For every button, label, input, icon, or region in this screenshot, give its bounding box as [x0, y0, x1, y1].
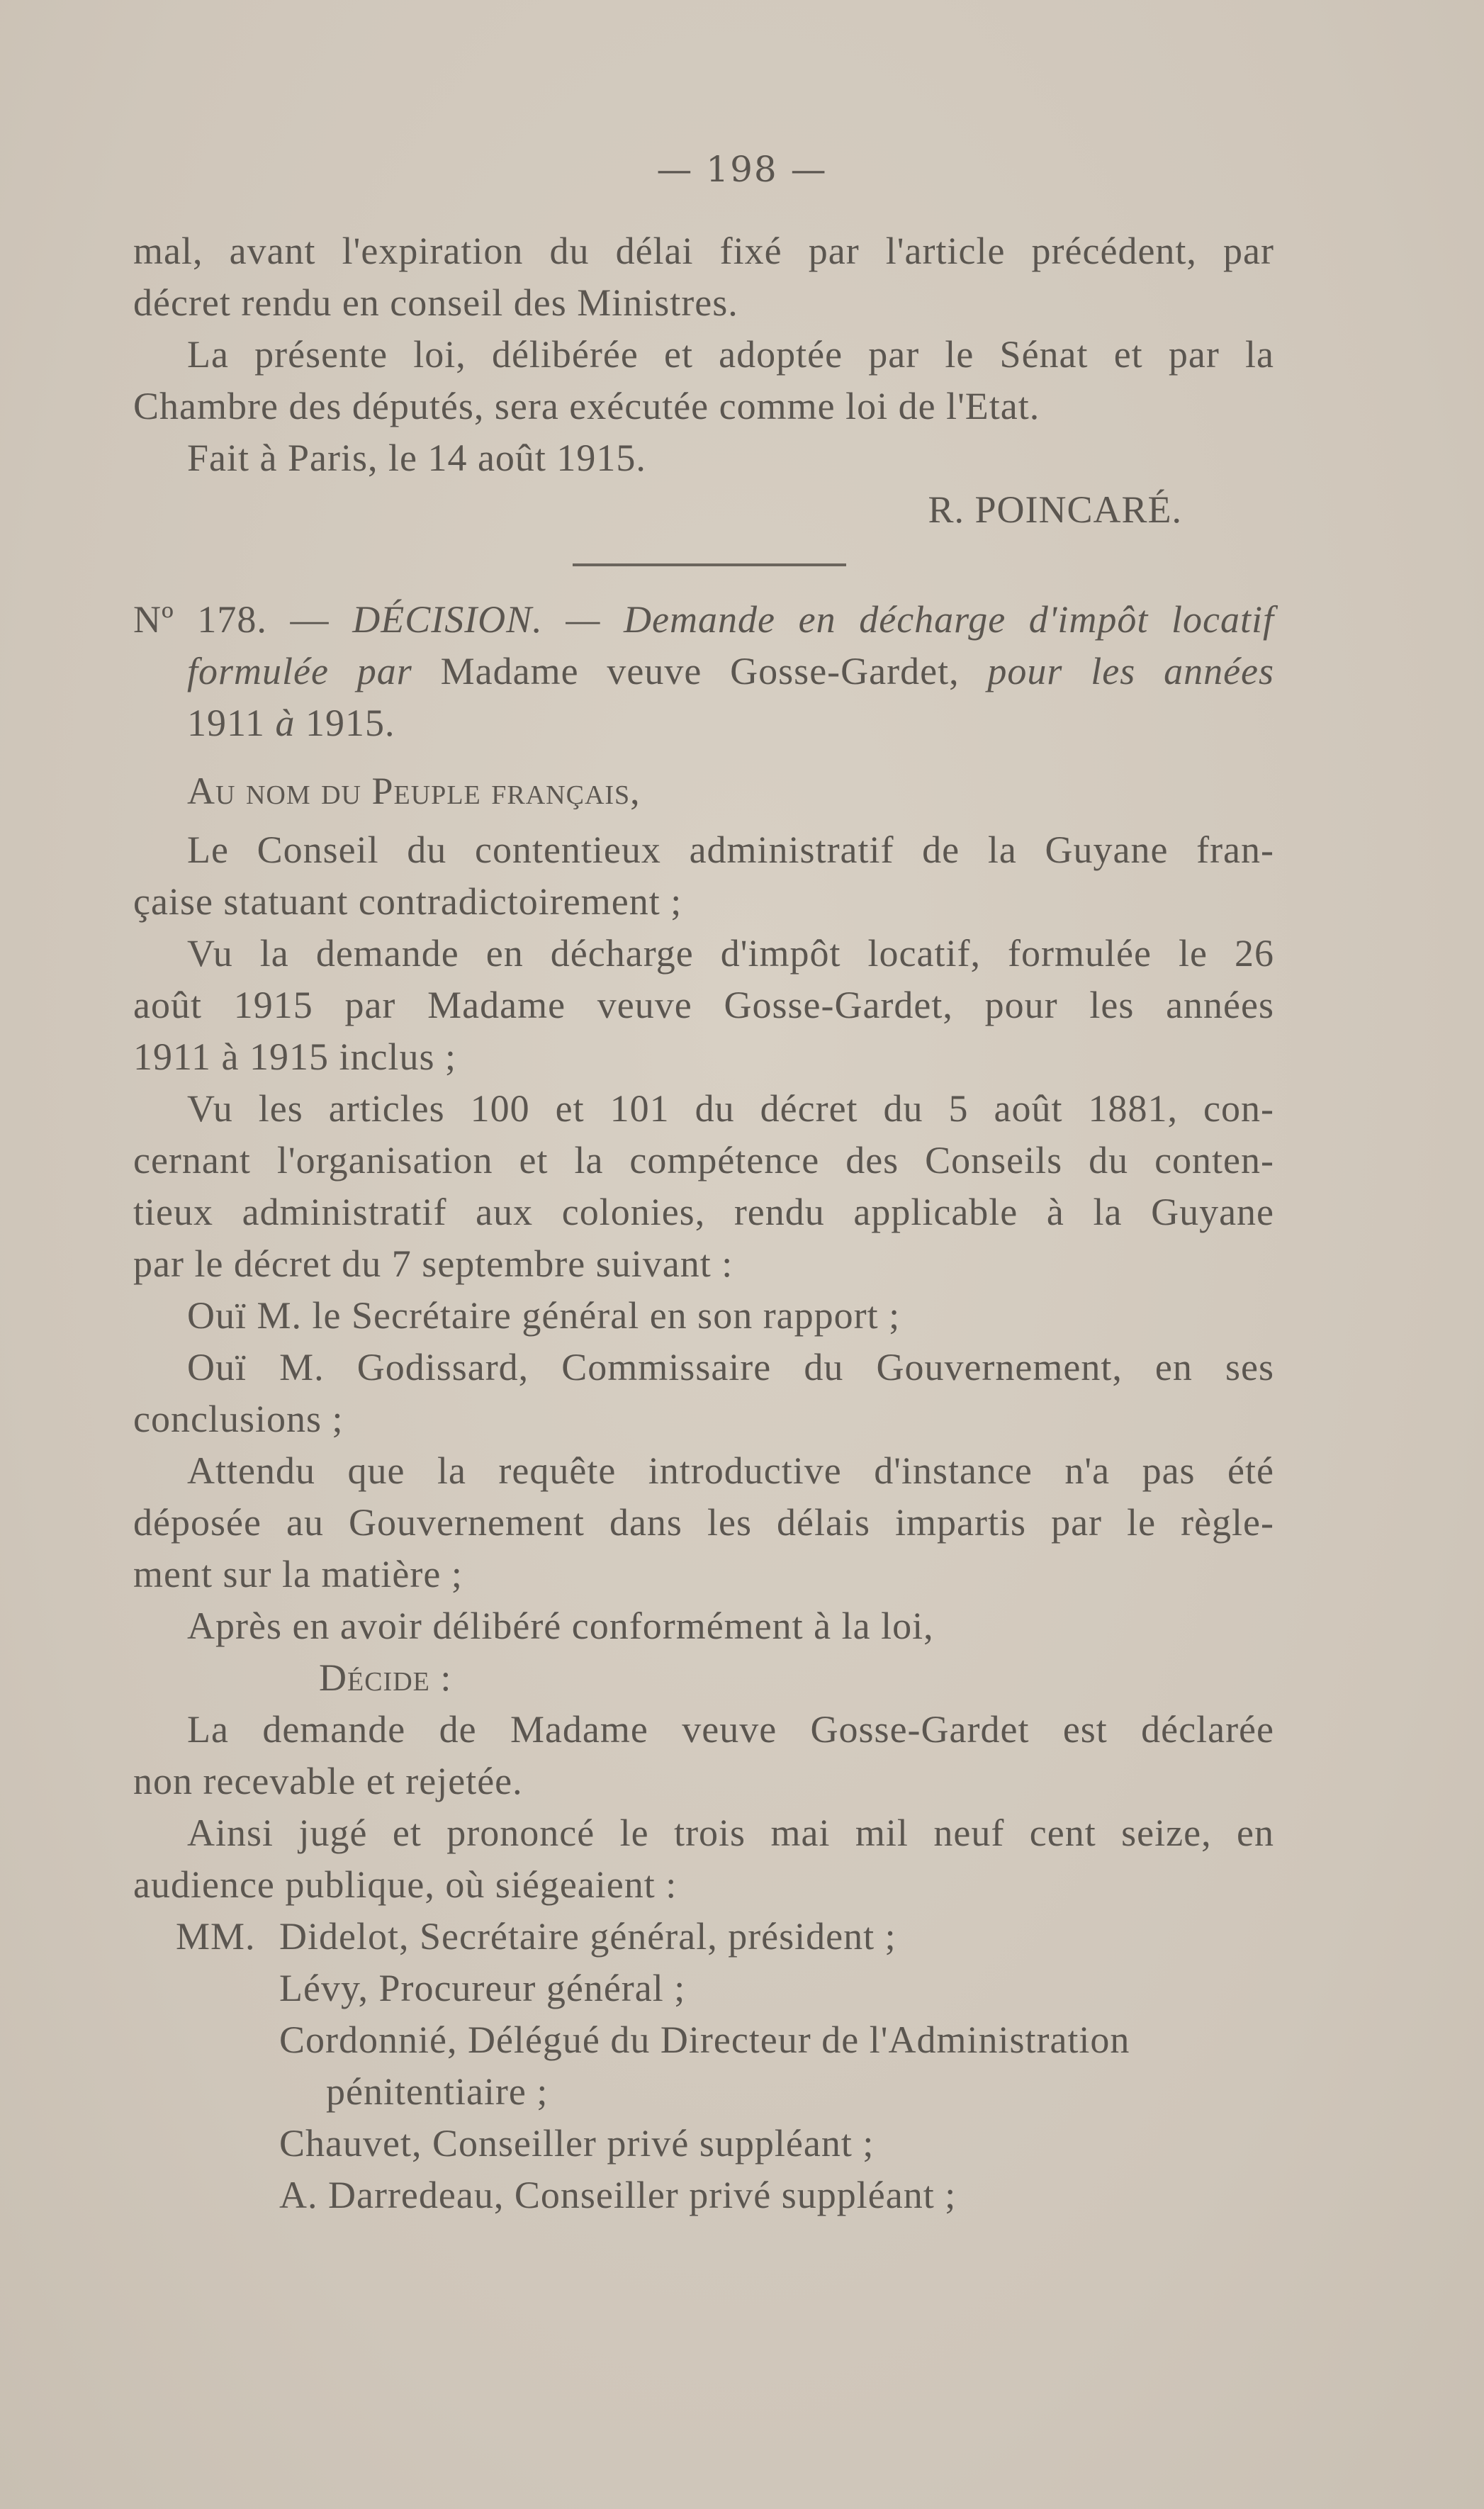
text-line: Ouï M. le Secrétaire général en son rapport ; [187, 1294, 901, 1337]
title-fragment: à [275, 702, 296, 744]
decision-number: Nº 178. — [133, 598, 330, 641]
text-line: La demande de Madame veuve Gosse-Gardet est déclarée [187, 1708, 1274, 1751]
decision-label: DÉCISION. — [352, 598, 601, 641]
text-line: tieux administratif aux colonies, rendu applicable à la Guyane [133, 1191, 1274, 1233]
text-line: çaise statuant contradictoirement ; [133, 880, 682, 923]
members-prefix: MM. [176, 1915, 256, 1958]
decision-title: Demande en décharge d'impôt locatif [624, 598, 1274, 641]
member-entry: pénitentiaire ; [326, 2070, 549, 2113]
title-fragment: 1911 [187, 702, 265, 744]
title-fragment: Madame veuve Gosse-Gardet, [440, 650, 960, 692]
text-line: déposée au Gouvernement dans les délais impartis par le règle- [133, 1501, 1274, 1544]
title-fragment: 1915. [305, 702, 395, 744]
text-line: La présente loi, délibérée et adoptée par le Sénat et par la [187, 333, 1274, 376]
decision-body [133, 765, 1274, 2221]
member-entry: Lévy, Procureur général ; [279, 1967, 686, 2009]
text-line: août 1915 par Madame veuve Gosse-Gardet, pour les années [133, 984, 1274, 1026]
title-fragment: pour les années [987, 650, 1275, 692]
decision-title-line-3 [133, 697, 1274, 749]
text-line: non recevable et rejetée. [133, 1760, 523, 1802]
text-line: mal, avant l'expiration du délai fixé par l'article précédent, par [133, 230, 1274, 272]
decision-title-line-2 [133, 646, 1274, 697]
text-line: Attendu que la requête introductive d'instance n'a pas été [187, 1449, 1274, 1492]
text-line: conclusions ; [133, 1398, 344, 1440]
member-entry: Cordonnié, Délégué du Directeur de l'Administration [279, 2019, 1130, 2061]
text-line: 1911 à 1915 inclus ; [133, 1035, 456, 1078]
text-line: Ainsi jugé et prononcé le trois mai mil neuf cent seize, en [187, 1812, 1274, 1854]
text-line: cernant l'organisation et la compétence des Conseils du conten- [133, 1139, 1274, 1181]
text-line: Vu la demande en décharge d'impôt locatif, formulée le 26 [187, 932, 1274, 975]
text-line: par le décret du 7 septembre suivant : [133, 1242, 733, 1285]
text-line: ment sur la matière ; [133, 1553, 463, 1595]
text-line: décret rendu en conseil des Ministres. [133, 281, 738, 324]
members-first-line [133, 1911, 1274, 1963]
decide-heading: Décide : [319, 1656, 452, 1699]
member-entry: A. Darredeau, Conseiller privé suppléant ; [279, 2174, 957, 2216]
separator-rule [573, 563, 846, 566]
text-line: Le Conseil du contentieux administratif de la Guyane fran- [187, 829, 1274, 871]
decision-title-line-1 [133, 594, 1274, 646]
text-line: audience publique, où siégeaient : [133, 1863, 678, 1906]
page-number: — 198 — [656, 149, 828, 190]
member-entry: Chauvet, Conseiller privé suppléant ; [279, 2122, 875, 2165]
member-entry: Didelot, Secrétaire général, président ; [279, 1915, 896, 1958]
signature: R. POINCARÉ. [928, 488, 1182, 531]
title-fragment: formulée par [187, 650, 412, 692]
text-line: Après en avoir délibéré conformément à la loi, [187, 1605, 934, 1647]
top-section [133, 225, 1274, 536]
text-line: Vu les articles 100 et 101 du décret du 5 août 1881, con- [187, 1087, 1274, 1130]
text-line: Ouï M. Godissard, Commissaire du Gouvernement, en ses [187, 1346, 1274, 1388]
text-line: Chambre des députés, sera exécutée comme loi de l'Etat. [133, 385, 1040, 427]
au-nom-heading: Au nom du Peuple français, [187, 770, 641, 812]
fait-line: Fait à Paris, le 14 août 1915. [187, 437, 646, 479]
decision-heading [133, 594, 1274, 749]
